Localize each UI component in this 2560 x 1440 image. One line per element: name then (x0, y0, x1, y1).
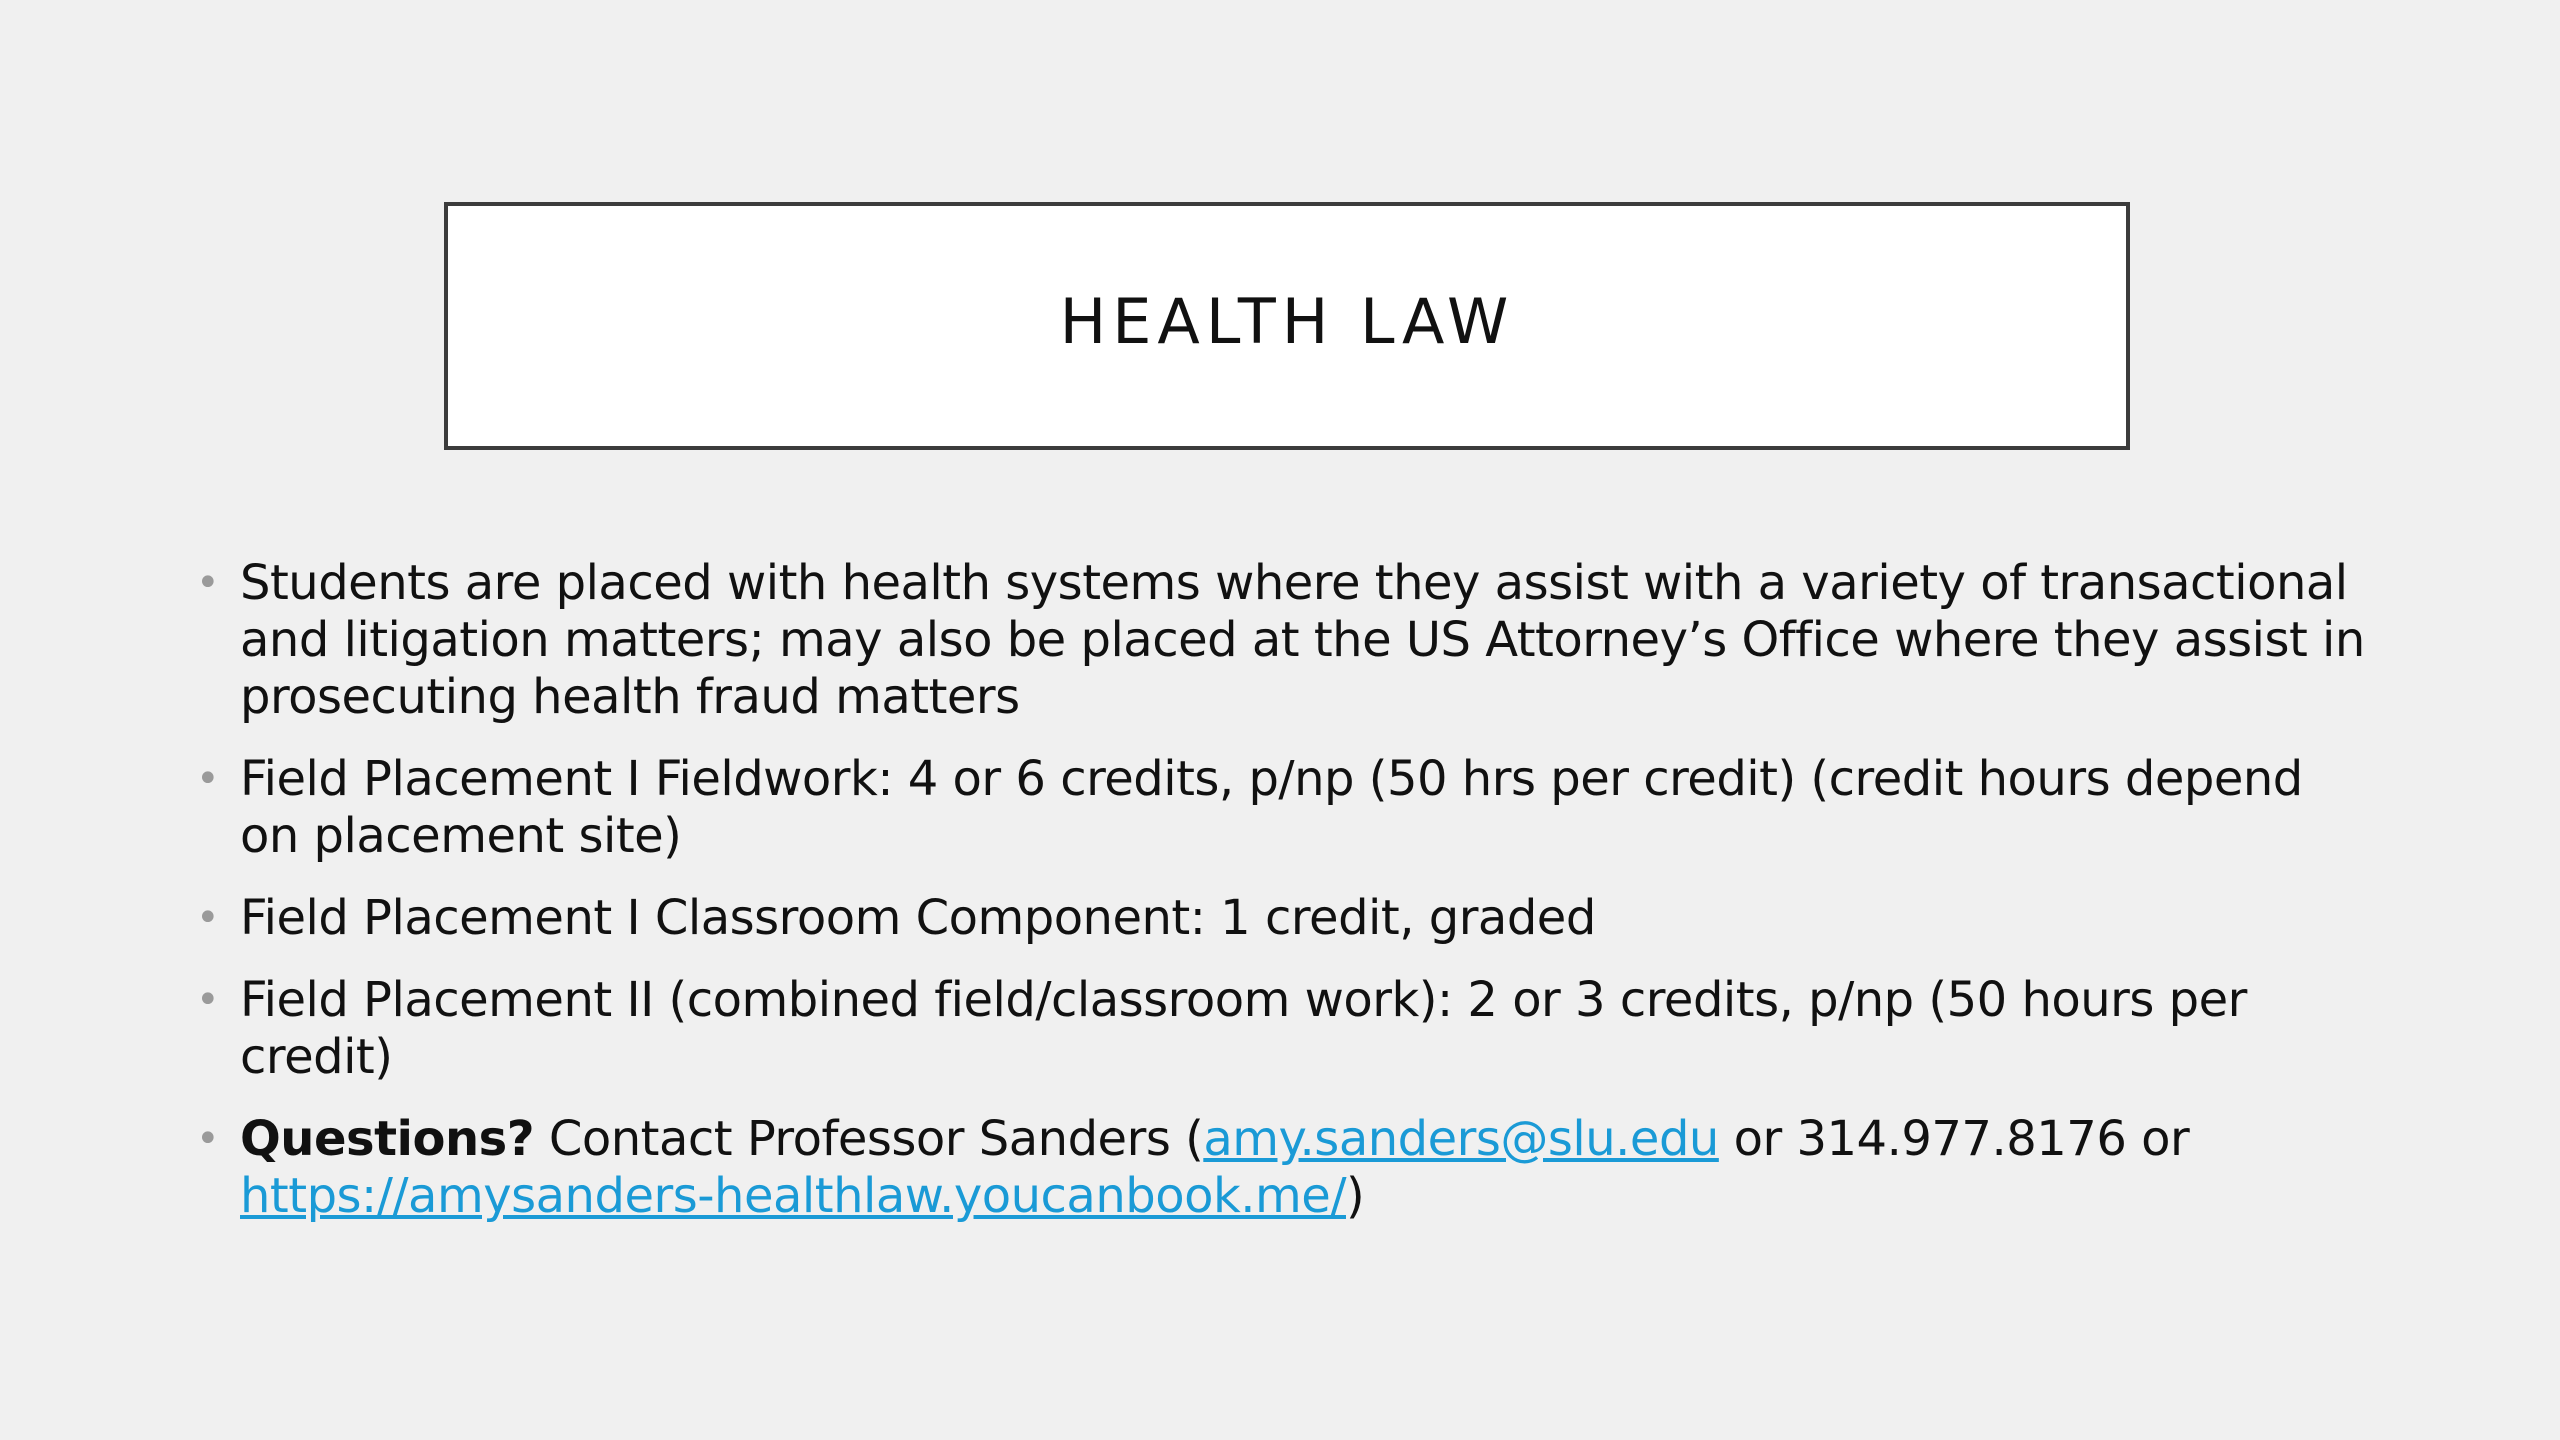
bullet-item-placement-ii (190, 972, 2370, 1086)
bullet-marker: • (196, 560, 220, 606)
bullet-item-classroom (190, 890, 2370, 947)
bullet-marker: • (196, 756, 220, 802)
bullet-text: Field Placement I Classroom Component: 1 credit, graded (240, 890, 1596, 946)
contact-text: Contact Professor Sanders ( (534, 1111, 1204, 1167)
bullet-text: Students are placed with health systems where they assist with a variety of transactional and litigation matters; may also be placed at the US Attorney’s Office where they assist in prosecuting health fraud matters (240, 555, 2365, 725)
booking-link[interactable]: https://amysanders-healthlaw.youcanbook.me/ (240, 1168, 1346, 1224)
bullet-text: Field Placement II (combined field/classroom work): 2 or 3 credits, p/np (50 hours per credit) (240, 972, 2247, 1085)
bullet-item-fieldwork (190, 751, 2370, 865)
title-box (444, 202, 2130, 450)
questions-label: Questions? (240, 1111, 535, 1167)
bullet-list (190, 555, 2370, 1250)
bullet-marker: • (196, 1116, 220, 1162)
bullet-item-questions (190, 1111, 2370, 1225)
closing-paren: ) (1345, 1168, 1365, 1224)
bullet-item-placement (190, 555, 2370, 726)
bullet-marker: • (196, 977, 220, 1023)
bullet-text: Field Placement I Fieldwork: 4 or 6 credits, p/np (50 hrs per credit) (credit hours depend on placement site) (240, 751, 2303, 864)
email-link[interactable]: amy.sanders@slu.edu (1203, 1111, 1719, 1167)
phone-text: or 314.977.8176 or (1718, 1111, 2190, 1167)
slide-title: HEALTH LAW (1059, 284, 1515, 358)
bullet-marker: • (196, 895, 220, 941)
